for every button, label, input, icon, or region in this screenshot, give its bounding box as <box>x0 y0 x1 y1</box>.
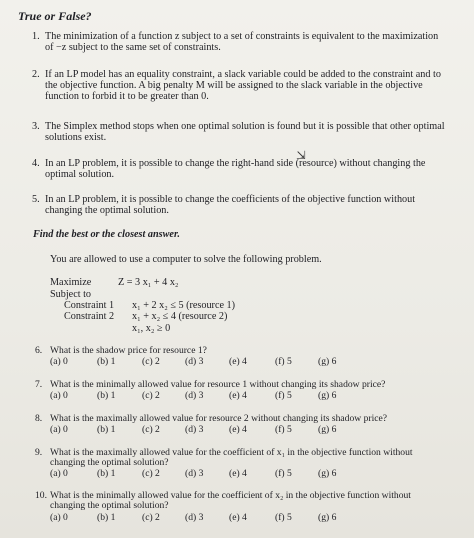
mc-question-text: What is the minimally allowed value for the coefficient of x₂ in the objective function without <box>50 490 411 501</box>
tf-item-text-line: If an LP model has an equality constraint, a slack variable could be added to the constraint and to <box>45 69 441 80</box>
lp-constraint-expr: x₁ + x₂ ≤ 4 (resource 2) <box>132 311 228 322</box>
mc-question-number: 7. <box>35 379 43 390</box>
mc-options-7 <box>0 390 474 402</box>
tf-item-1 <box>32 31 452 55</box>
mc-question-10 <box>35 490 411 511</box>
mc-option: (b) 1 <box>97 424 116 435</box>
mc-option: (g) 6 <box>318 390 337 401</box>
section-heading: Find the best or the closest answer. <box>33 229 180 240</box>
tf-item-2 <box>32 69 452 105</box>
mc-options-10 <box>0 512 474 524</box>
mc-option: (f) 5 <box>275 468 292 479</box>
mc-option: (e) 4 <box>229 424 247 435</box>
mc-option: (f) 5 <box>275 424 292 435</box>
mc-option: (e) 4 <box>229 512 247 523</box>
mc-question-text: What is the minimally allowed value for resource 1 without changing its shadow price? <box>50 379 386 390</box>
mc-option: (e) 4 <box>229 390 247 401</box>
mc-option: (f) 5 <box>275 390 292 401</box>
tf-item-text-line: of −z subject to the same set of constraints. <box>45 42 221 53</box>
mouse-cursor-icon: ⇲ <box>296 148 307 162</box>
mc-option: (c) 2 <box>142 390 160 401</box>
tf-item-3 <box>32 121 452 145</box>
lp-nonnegativity: x₁, x₂ ≥ 0 <box>132 323 171 334</box>
mc-question-text: What is the maximally allowed value for the coefficient of x₁ in the objective function without <box>50 447 413 458</box>
mc-question-number: 9. <box>35 447 43 458</box>
mc-option: (a) 0 <box>50 424 68 435</box>
mc-option: (a) 0 <box>50 356 68 367</box>
mc-option: (g) 6 <box>318 424 337 435</box>
tf-item-number: 3. <box>32 121 40 132</box>
tf-item-text-line: the objective function. A big penalty M will be assigned to the slack variable in the objective <box>45 80 423 91</box>
mc-question-7 <box>35 379 386 391</box>
mc-option: (e) 4 <box>229 356 247 367</box>
lp-constraint-label: Constraint 2 <box>64 311 115 322</box>
tf-item-text-line: In an LP problem, it is possible to change the right-hand side (resource) without changing the <box>45 158 426 169</box>
tf-item-text-line: solutions exist. <box>45 132 107 143</box>
tf-item-text-line: optimal solution. <box>45 169 115 180</box>
mc-option: (a) 0 <box>50 468 68 479</box>
mc-option: (g) 6 <box>318 356 337 367</box>
mc-option: (d) 3 <box>185 390 204 401</box>
lp-objective: Z = 3 x₁ + 4 x₂ <box>118 277 179 288</box>
mc-option: (b) 1 <box>97 512 116 523</box>
mc-question-text: changing the optimal solution? <box>50 457 169 468</box>
page-title: True or False? <box>18 9 92 23</box>
mc-question-number: 6. <box>35 345 43 356</box>
mc-option: (b) 1 <box>97 468 116 479</box>
lp-subject-to: Subject to <box>50 289 92 300</box>
tf-item-number: 2. <box>32 69 40 80</box>
tf-item-text-line: In an LP problem, it is possible to change the coefficients of the objective function without <box>45 194 416 205</box>
tf-item-number: 1. <box>32 31 40 42</box>
mc-option: (c) 2 <box>142 356 160 367</box>
tf-item-number: 4. <box>32 158 40 169</box>
tf-item-5 <box>32 194 452 218</box>
mc-option: (f) 5 <box>275 512 292 523</box>
tf-item-text-line: The minimization of a function z subject to a set of constraints is equivalent to the maximization <box>45 31 439 42</box>
mc-option: (c) 2 <box>142 468 160 479</box>
mc-option: (a) 0 <box>50 390 68 401</box>
mc-option: (d) 3 <box>185 424 204 435</box>
mc-option: (g) 6 <box>318 512 337 523</box>
lp-maximize-label: Maximize <box>50 277 92 288</box>
mc-option: (b) 1 <box>97 390 116 401</box>
tf-item-text-line: The Simplex method stops when one optimal solution is found but it is possible that other optimal <box>45 121 445 132</box>
mc-option: (a) 0 <box>50 512 68 523</box>
mc-question-number: 10. <box>35 490 47 501</box>
tf-item-number: 5. <box>32 194 40 205</box>
mc-option: (e) 4 <box>229 468 247 479</box>
mc-question-text: changing the optimal solution? <box>50 500 169 511</box>
mc-option: (d) 3 <box>185 356 204 367</box>
mc-option: (f) 5 <box>275 356 292 367</box>
tf-item-text-line: function to forbid it to be greater than 0. <box>45 91 209 102</box>
mc-option: (d) 3 <box>185 468 204 479</box>
tf-item-text-line: changing the optimal solution. <box>45 205 169 216</box>
mc-option: (c) 2 <box>142 424 160 435</box>
mc-option: (d) 3 <box>185 512 204 523</box>
mc-question-6 <box>35 345 207 357</box>
mc-option: (b) 1 <box>97 356 116 367</box>
mc-question-9 <box>35 447 413 468</box>
mc-options-8 <box>0 424 474 436</box>
tf-item-4 <box>32 158 452 182</box>
mc-question-text: What is the shadow price for resource 1? <box>50 345 207 356</box>
lp-constraint-expr: x₁ + 2 x₂ ≤ 5 (resource 1) <box>132 300 236 311</box>
mc-question-8 <box>35 413 388 425</box>
mc-options-9 <box>0 468 474 480</box>
mc-option: (g) 6 <box>318 468 337 479</box>
lp-constraint-label: Constraint 1 <box>64 300 115 311</box>
problem-intro: You are allowed to use a computer to solve the following problem. <box>50 254 322 265</box>
mc-question-number: 8. <box>35 413 43 424</box>
mc-options-6 <box>0 356 474 368</box>
mc-question-text: What is the maximally allowed value for resource 2 without changing its shadow price? <box>50 413 388 424</box>
mc-option: (c) 2 <box>142 512 160 523</box>
